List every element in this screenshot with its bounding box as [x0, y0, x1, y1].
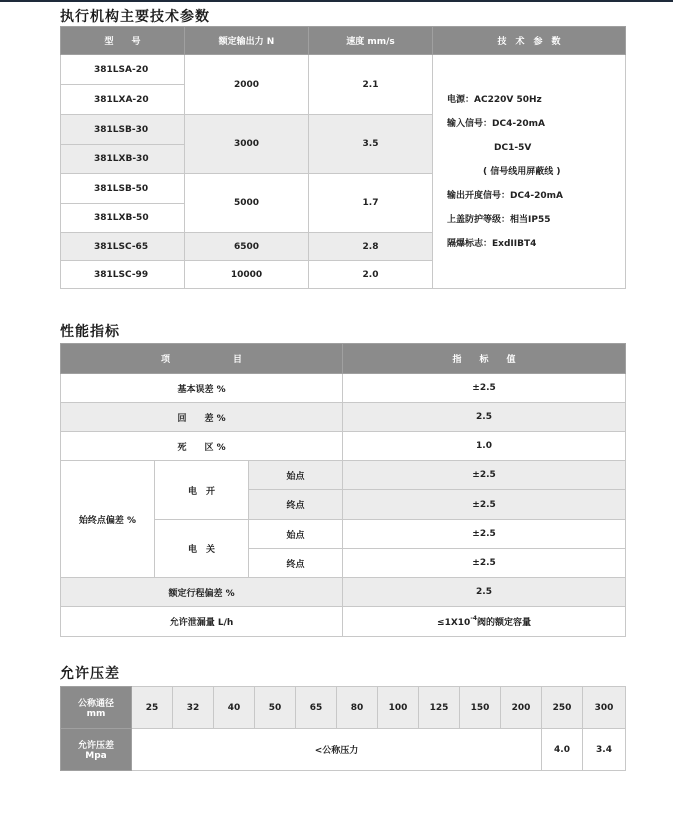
section-title-pressure: 允许压差 [60, 666, 120, 682]
header-speed: 速度 mm/s [309, 27, 433, 55]
nominal-diameter-label [61, 687, 132, 729]
speed-cell: 1.7 [309, 174, 433, 233]
force-cell: 10000 [185, 261, 309, 289]
force-cell: 6500 [185, 233, 309, 261]
speed-cell: 2.8 [309, 233, 433, 261]
model-cell: 381LXA-20 [61, 85, 185, 115]
row-label: 基本误差 % [61, 374, 343, 403]
force-cell: 2000 [185, 55, 309, 115]
section-title-tech-params: 执行机构主要技术参数 [60, 9, 210, 25]
spec-protection: 上盖防护等级：相当IP55 [447, 214, 551, 225]
size-cell: 100 [378, 687, 419, 729]
size-cell: 250 [542, 687, 583, 729]
tech-params-table [60, 26, 626, 289]
header-specs: 技 术 参 数 [433, 27, 626, 55]
force-cell: 5000 [185, 174, 309, 233]
size-cell: 150 [460, 687, 501, 729]
size-cell: 300 [583, 687, 626, 729]
speed-cell: 3.5 [309, 115, 433, 174]
spec-input-note: ( 信号线用屏蔽线 ) [483, 166, 561, 177]
endpoint-label: 始终点偏差 % [61, 461, 155, 578]
model-cell: 381LSC-99 [61, 261, 185, 289]
header-item: 项 目 [61, 344, 343, 374]
start-point-label: 始点 [249, 520, 343, 549]
header-value: 指 标 值 [343, 344, 626, 374]
leakage-value-post: 阀的额定容量 [477, 618, 532, 628]
row-value: 1.0 [343, 432, 626, 461]
power-open-label: 电 开 [155, 461, 249, 520]
end-point-label: 终点 [249, 549, 343, 578]
size-cell: 40 [214, 687, 255, 729]
allowed-pressure-unit: Mpa [85, 751, 107, 761]
speed-cell: 2.1 [309, 55, 433, 115]
power-close-label: 电 关 [155, 520, 249, 578]
size-cell: 200 [501, 687, 542, 729]
size-cell: 80 [337, 687, 378, 729]
model-cell: 381LXB-50 [61, 204, 185, 233]
section-title-performance: 性能指标 [60, 324, 120, 340]
nominal-diameter-text: 公称通径 [77, 699, 114, 709]
start-point-label: 始点 [249, 461, 343, 490]
size-cell: 125 [419, 687, 460, 729]
model-cell: 381LSA-20 [61, 55, 185, 85]
end-point-label: 终点 [249, 490, 343, 520]
row-label: 额定行程偏差 % [61, 578, 343, 607]
row-value: 2.5 [343, 578, 626, 607]
size-cell: 32 [173, 687, 214, 729]
merged-pressure-cell: <公称压力 [132, 729, 542, 771]
model-cell: 381LSB-30 [61, 115, 185, 145]
spec-input2: DC1-5V [494, 142, 532, 153]
top-rule [0, 0, 673, 2]
pressure-table [60, 686, 626, 771]
spec-cell [433, 55, 626, 289]
force-cell: 3000 [185, 115, 309, 174]
row-value: 2.5 [343, 403, 626, 432]
leakage-exponent: -4 [470, 615, 477, 622]
pressure-cell: 4.0 [542, 729, 583, 771]
pressure-cell: 3.4 [583, 729, 626, 771]
allowed-pressure-text: 允许压差 [77, 741, 114, 751]
leakage-value [343, 607, 626, 637]
spec-input: 输入信号：DC4-20mA [447, 118, 545, 129]
row-value: ±2.5 [343, 490, 626, 520]
row-value: ±2.5 [343, 549, 626, 578]
row-value: ±2.5 [343, 374, 626, 403]
size-cell: 65 [296, 687, 337, 729]
allowed-pressure-label [61, 729, 132, 771]
row-value: ±2.5 [343, 520, 626, 549]
model-cell: 381LSB-50 [61, 174, 185, 204]
header-force: 额定输出力 N [185, 27, 309, 55]
model-cell: 381LSC-65 [61, 233, 185, 261]
spec-output: 输出开度信号：DC4-20mA [447, 190, 563, 201]
size-cell: 50 [255, 687, 296, 729]
performance-table [60, 343, 626, 637]
nominal-diameter-unit: mm [86, 709, 106, 719]
header-model: 型 号 [61, 27, 185, 55]
model-cell: 381LXB-30 [61, 145, 185, 174]
spec-explosion: 隔爆标志：ExdIIBT4 [447, 238, 537, 249]
row-value: ±2.5 [343, 461, 626, 490]
row-label: 死 区 % [61, 432, 343, 461]
spec-power: 电源：AC220V 50Hz [447, 94, 542, 105]
size-cell: 25 [132, 687, 173, 729]
row-label: 允许泄漏量 L/h [61, 607, 343, 637]
row-label: 回 差 % [61, 403, 343, 432]
leakage-value-pre: ≤1X10 [437, 618, 471, 628]
speed-cell: 2.0 [309, 261, 433, 289]
